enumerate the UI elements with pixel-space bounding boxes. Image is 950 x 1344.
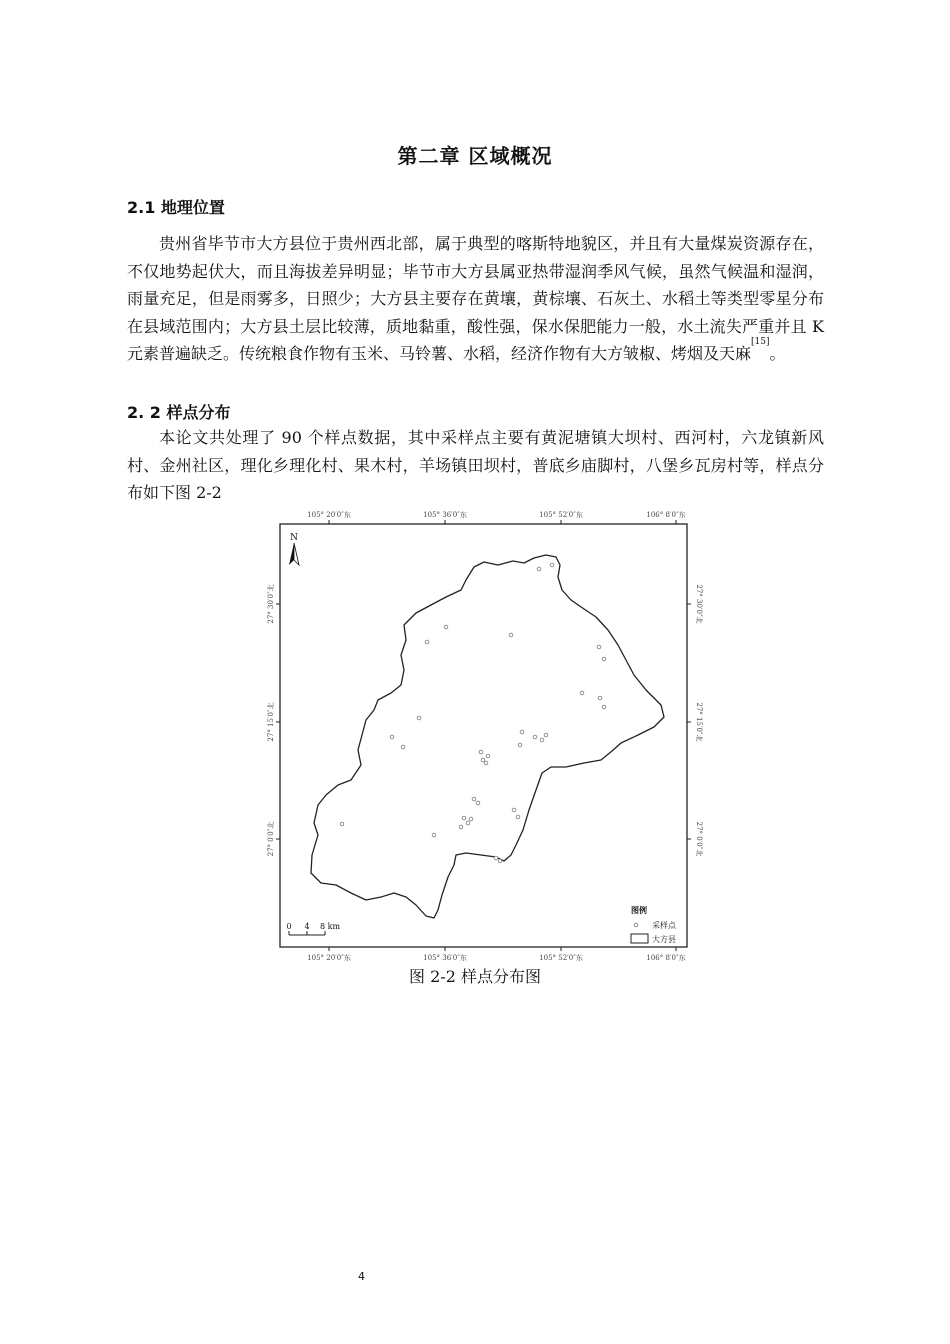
map-frame [280, 524, 687, 947]
sample-distribution-map [266, 505, 702, 965]
legend-sample-label: 采样点 [652, 921, 676, 930]
right-label-1: 27° 30′0″北 [695, 584, 703, 624]
scale-label-4: 4 [304, 922, 310, 931]
sample-point [512, 808, 516, 812]
top-label-1: 105° 20′0″东 [307, 511, 351, 519]
sample-point [580, 691, 584, 695]
sample-point [494, 856, 498, 860]
sample-point [444, 625, 448, 629]
sample-point [432, 833, 436, 837]
sample-point [597, 645, 601, 649]
legend-sample-marker [634, 923, 638, 927]
sample-point [472, 797, 476, 801]
bottom-label-3: 105° 52′0″东 [539, 954, 583, 962]
sample-point [516, 815, 520, 819]
page-number: 4 [358, 1270, 365, 1283]
sample-point [340, 822, 344, 826]
paragraph-location [127, 230, 824, 368]
sample-point [509, 633, 513, 637]
north-arrow-icon [289, 533, 299, 565]
north-label: N [290, 533, 298, 543]
sample-point [401, 745, 405, 749]
top-label-2: 105° 36′0″东 [423, 511, 467, 519]
sample-point [544, 733, 548, 737]
chapter-title: 第二章 区域概况 [397, 144, 553, 168]
sample-point [518, 743, 522, 747]
sample-point [537, 567, 541, 571]
paragraph-location-text: 贵州省毕节市大方县位于贵州西北部，属于典型的喀斯特地貌区，并且有大量煤炭资源存在，不仅地势起伏大，而且海拔差异明显；毕节市大方县属亚热带湿润季风气候，虽然气候温和湿润，雨量充足，但是雨雾多，日照少；大方县主要存在黄壤，黄棕壤、石灰土、水稻土等类型零星分布在县域范围内；大方县土层比较薄，质地黏重，酸性强，保水保肥能力一般，水土流失严重并且 K 元素普遍缺乏。传统粮食作物有玉米、马铃薯、水稻，经济作物有大方皱椒、烤烟及天麻 [127, 234, 824, 363]
top-label-4: 106° 8′0″东 [646, 511, 686, 519]
scale-bar [289, 931, 325, 935]
bottom-label-1: 105° 20′0″东 [307, 954, 351, 962]
bottom-label-2: 105° 36′0″东 [423, 954, 467, 962]
legend-county-swatch [631, 934, 648, 943]
sample-point [598, 696, 602, 700]
right-label-3: 27° 0′0″北 [695, 821, 703, 857]
sample-point [466, 821, 470, 825]
legend-county-label: 大方县 [652, 935, 676, 944]
county-boundary [311, 555, 664, 918]
sample-point [486, 754, 490, 758]
scale-label-0: 0 [286, 922, 292, 931]
sample-point [498, 859, 502, 863]
left-label-3: 27° 0′0″北 [267, 821, 275, 857]
top-label-3: 105° 52′0″东 [539, 511, 583, 519]
sample-point [476, 801, 480, 805]
legend [631, 905, 677, 944]
sample-point [602, 705, 606, 709]
sample-point [484, 761, 488, 765]
sample-point [540, 738, 544, 742]
section-heading-location: 2.1 地理位置 [127, 198, 225, 217]
bottom-label-4: 106° 8′0″东 [646, 954, 686, 962]
sample-point [417, 716, 421, 720]
sample-point [550, 563, 554, 567]
sample-point [462, 816, 466, 820]
sample-point [481, 758, 485, 762]
sample-point [425, 640, 429, 644]
paragraph-samples: 本论文共处理了 90 个样点数据，其中采样点主要有黄泥塘镇大坝村、西河村，六龙镇新风村、金州社区，理化乡理化村、果木村，羊场镇田坝村，普底乡庙脚村，八堡乡瓦房村等，样点分布如下图 2-2 [127, 428, 824, 502]
sample-point [520, 730, 524, 734]
sample-point [469, 817, 473, 821]
paragraph-end-mark: 。 [769, 344, 786, 363]
sample-points [340, 563, 606, 863]
sample-point [459, 825, 463, 829]
left-label-1: 27° 30′0″北 [267, 584, 275, 624]
sample-point [390, 735, 394, 739]
section-heading-samples: 2. 2 样点分布 [127, 403, 231, 422]
sample-point [533, 735, 537, 739]
legend-title: 图例 [631, 905, 647, 915]
sample-point [602, 657, 606, 661]
citation: [15] [751, 337, 770, 347]
right-label-2: 27° 15′0″北 [695, 702, 703, 742]
scale-label-8km: 8 km [320, 922, 341, 931]
figure-caption: 图 2-2 样点分布图 [409, 967, 541, 986]
sample-point [479, 750, 483, 754]
left-label-2: 27° 15′0″北 [267, 702, 275, 742]
